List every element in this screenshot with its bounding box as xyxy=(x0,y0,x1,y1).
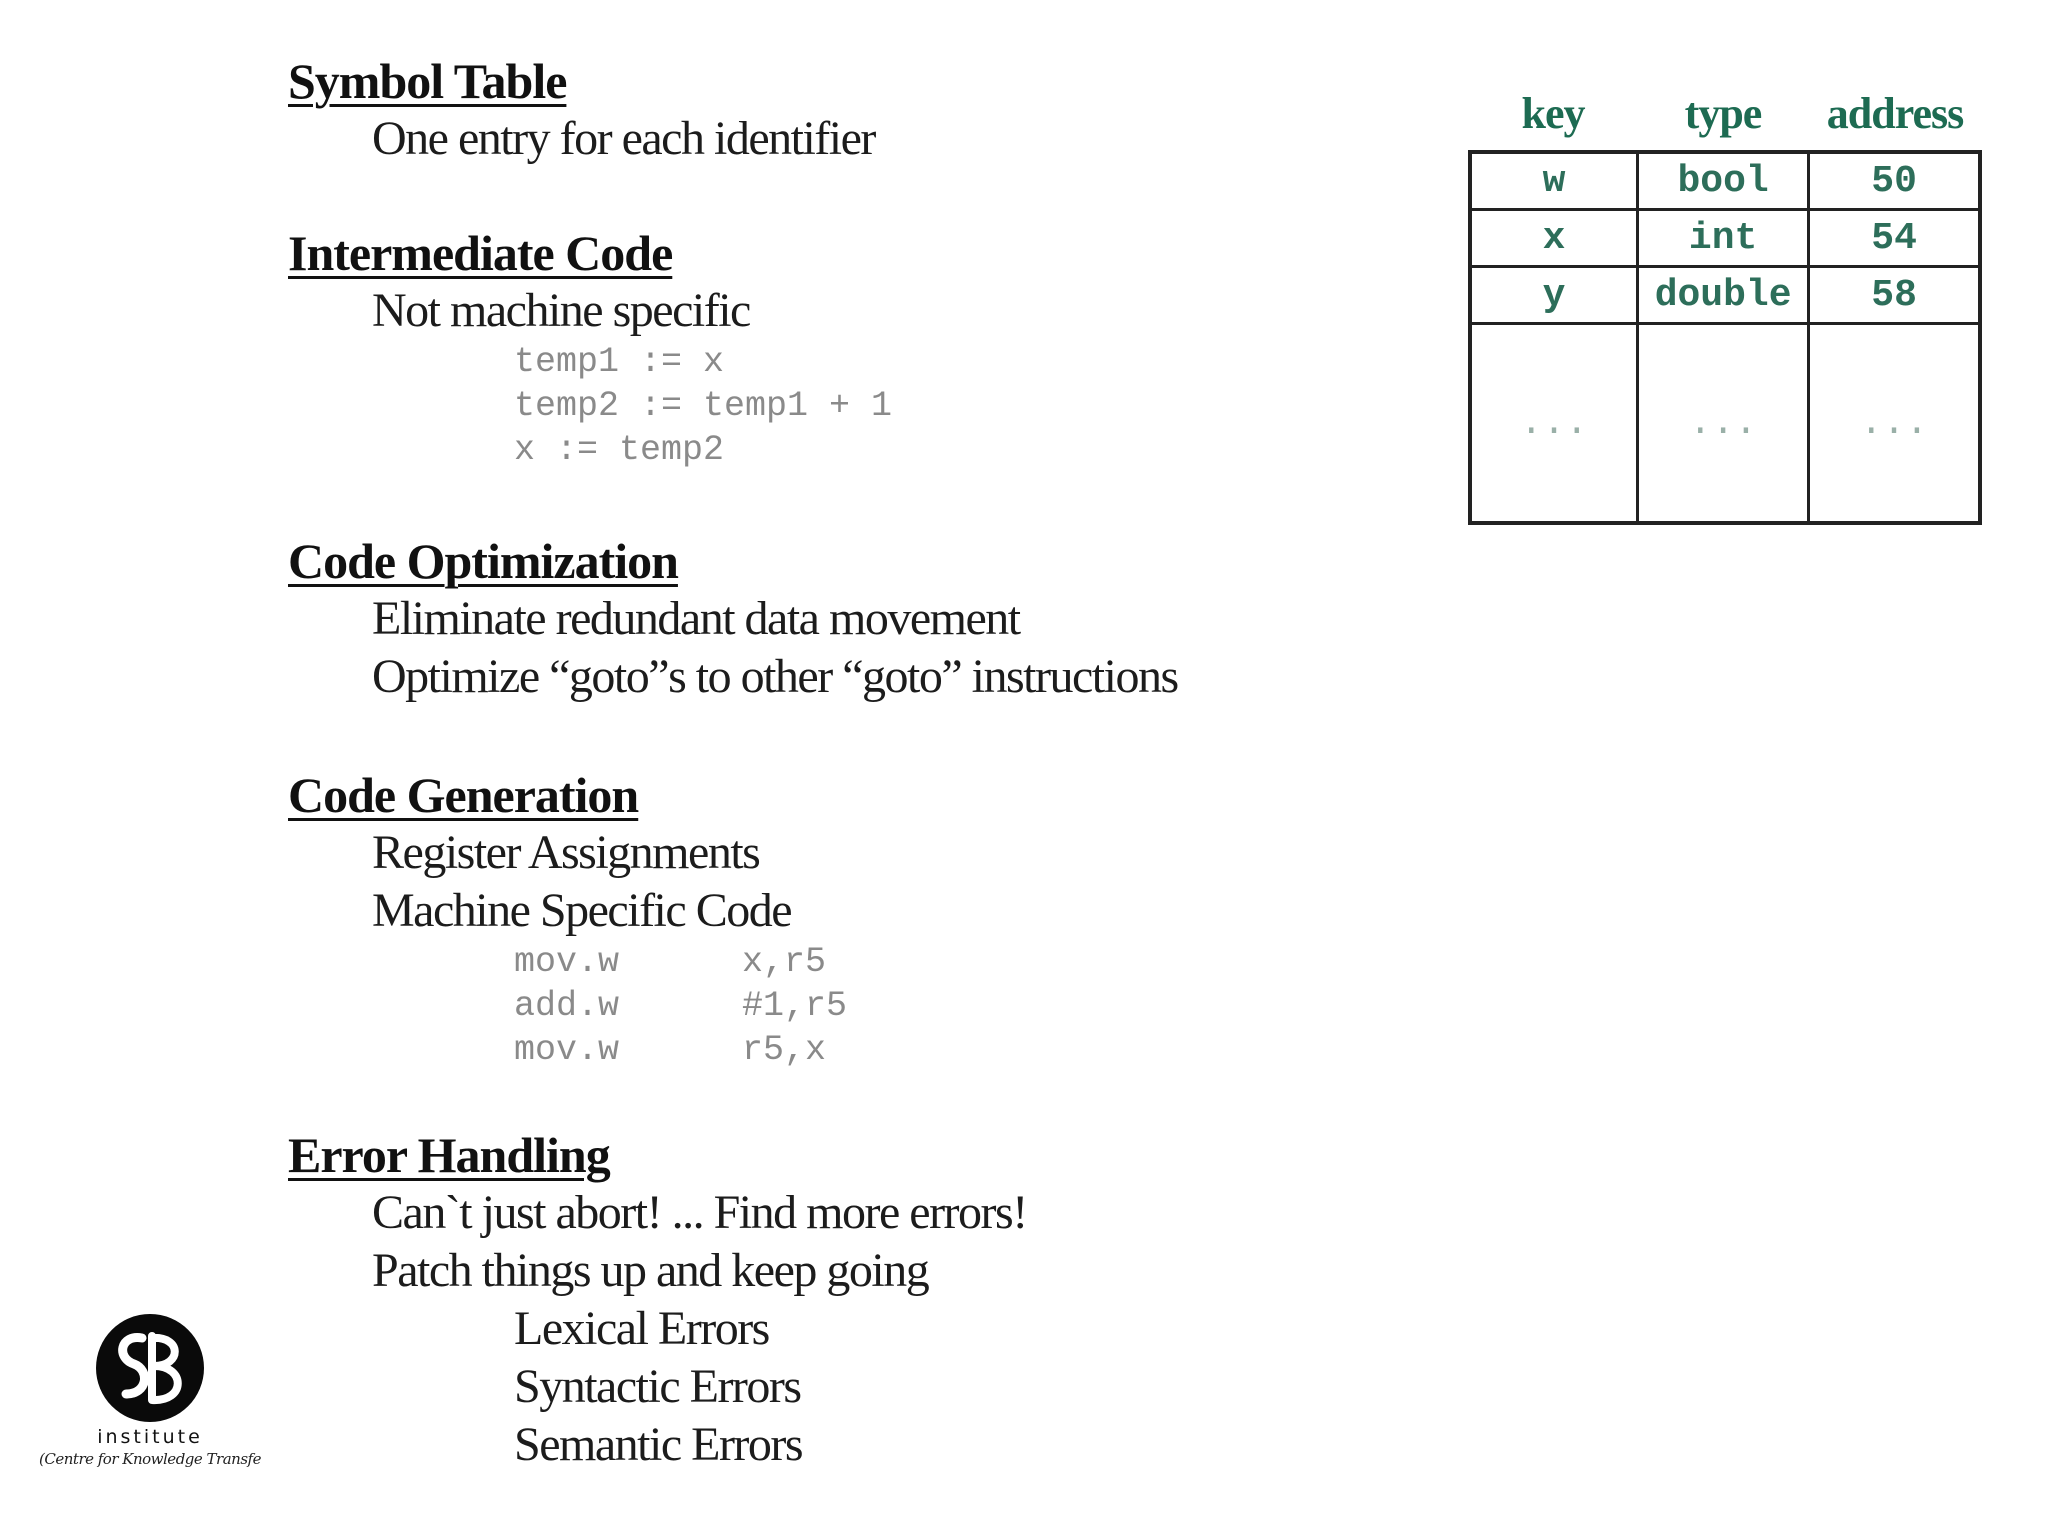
section-code-optimization xyxy=(288,532,1178,706)
institute-logo xyxy=(30,1312,270,1468)
code-op: mov.w xyxy=(514,1030,620,1070)
code-line xyxy=(288,1028,847,1072)
bullet-line: Patch things up and keep going xyxy=(372,1244,929,1297)
table-row xyxy=(1470,152,1980,210)
table-cell: 50 xyxy=(1809,152,1980,210)
code-line: temp2 := temp1 + 1 xyxy=(514,386,893,426)
logo-mark-icon xyxy=(90,1312,210,1424)
bullet-line: Machine Specific Code xyxy=(372,884,792,937)
sub-bullet-line: Semantic Errors xyxy=(514,1418,803,1471)
code-args: #1,r5 xyxy=(742,986,848,1026)
table-row xyxy=(1470,210,1980,267)
bullet-line: Not machine specific xyxy=(372,284,750,337)
table-row xyxy=(1470,267,1980,324)
section-intermediate-code xyxy=(288,224,892,472)
header-address: address xyxy=(1826,89,1964,138)
table-cell: 54 xyxy=(1809,210,1980,267)
symbol-table-header xyxy=(1468,86,1982,142)
code-line: temp1 := x xyxy=(514,342,725,382)
symbol-table-graphic xyxy=(1468,86,1982,525)
heading-code-generation: Code Generation xyxy=(288,767,639,823)
sub-bullet-line: Syntactic Errors xyxy=(514,1360,801,1413)
heading-symbol-table: Symbol Table xyxy=(288,53,567,109)
code-args: x,r5 xyxy=(742,942,827,982)
code-args: r5,x xyxy=(742,1030,827,1070)
bullet-line: Register Assignments xyxy=(372,826,760,879)
section-error-handling xyxy=(288,1126,1027,1474)
sub-bullet-line: Lexical Errors xyxy=(514,1302,769,1355)
logo-tagline: (Centre for Knowledge Transfe xyxy=(39,1450,261,1468)
code-line xyxy=(288,940,847,984)
code-op: add.w xyxy=(514,986,620,1026)
table-cell: ... xyxy=(1809,324,1980,524)
header-key: key xyxy=(1521,89,1585,138)
bullet-line: Optimize “goto”s to other “goto” instructions xyxy=(372,650,1178,703)
table-cell: 58 xyxy=(1809,267,1980,324)
table-cell: ... xyxy=(1638,324,1809,524)
symbol-table-grid xyxy=(1468,150,1982,525)
heading-intermediate-code: Intermediate Code xyxy=(288,225,673,281)
table-cell: bool xyxy=(1638,152,1809,210)
section-code-generation xyxy=(288,766,847,1072)
code-op: mov.w xyxy=(514,942,620,982)
bullet-line: One entry for each identifier xyxy=(372,112,875,165)
table-cell: ... xyxy=(1470,324,1638,524)
heading-error-handling: Error Handling xyxy=(288,1127,610,1183)
code-line: x := temp2 xyxy=(514,430,725,470)
table-cell: w xyxy=(1470,152,1638,210)
table-cell: y xyxy=(1470,267,1638,324)
bullet-line: Can`t just abort! ... Find more errors! xyxy=(372,1186,1027,1239)
table-row xyxy=(1470,324,1980,524)
bullet-line: Eliminate redundant data movement xyxy=(372,592,1020,645)
section-symbol-table xyxy=(288,52,875,168)
code-line xyxy=(288,984,847,1028)
table-cell: double xyxy=(1638,267,1809,324)
heading-code-optimization: Code Optimization xyxy=(288,533,678,589)
header-type: type xyxy=(1684,89,1762,138)
table-cell: int xyxy=(1638,210,1809,267)
logo-name: institute xyxy=(97,1426,203,1448)
table-cell: x xyxy=(1470,210,1638,267)
